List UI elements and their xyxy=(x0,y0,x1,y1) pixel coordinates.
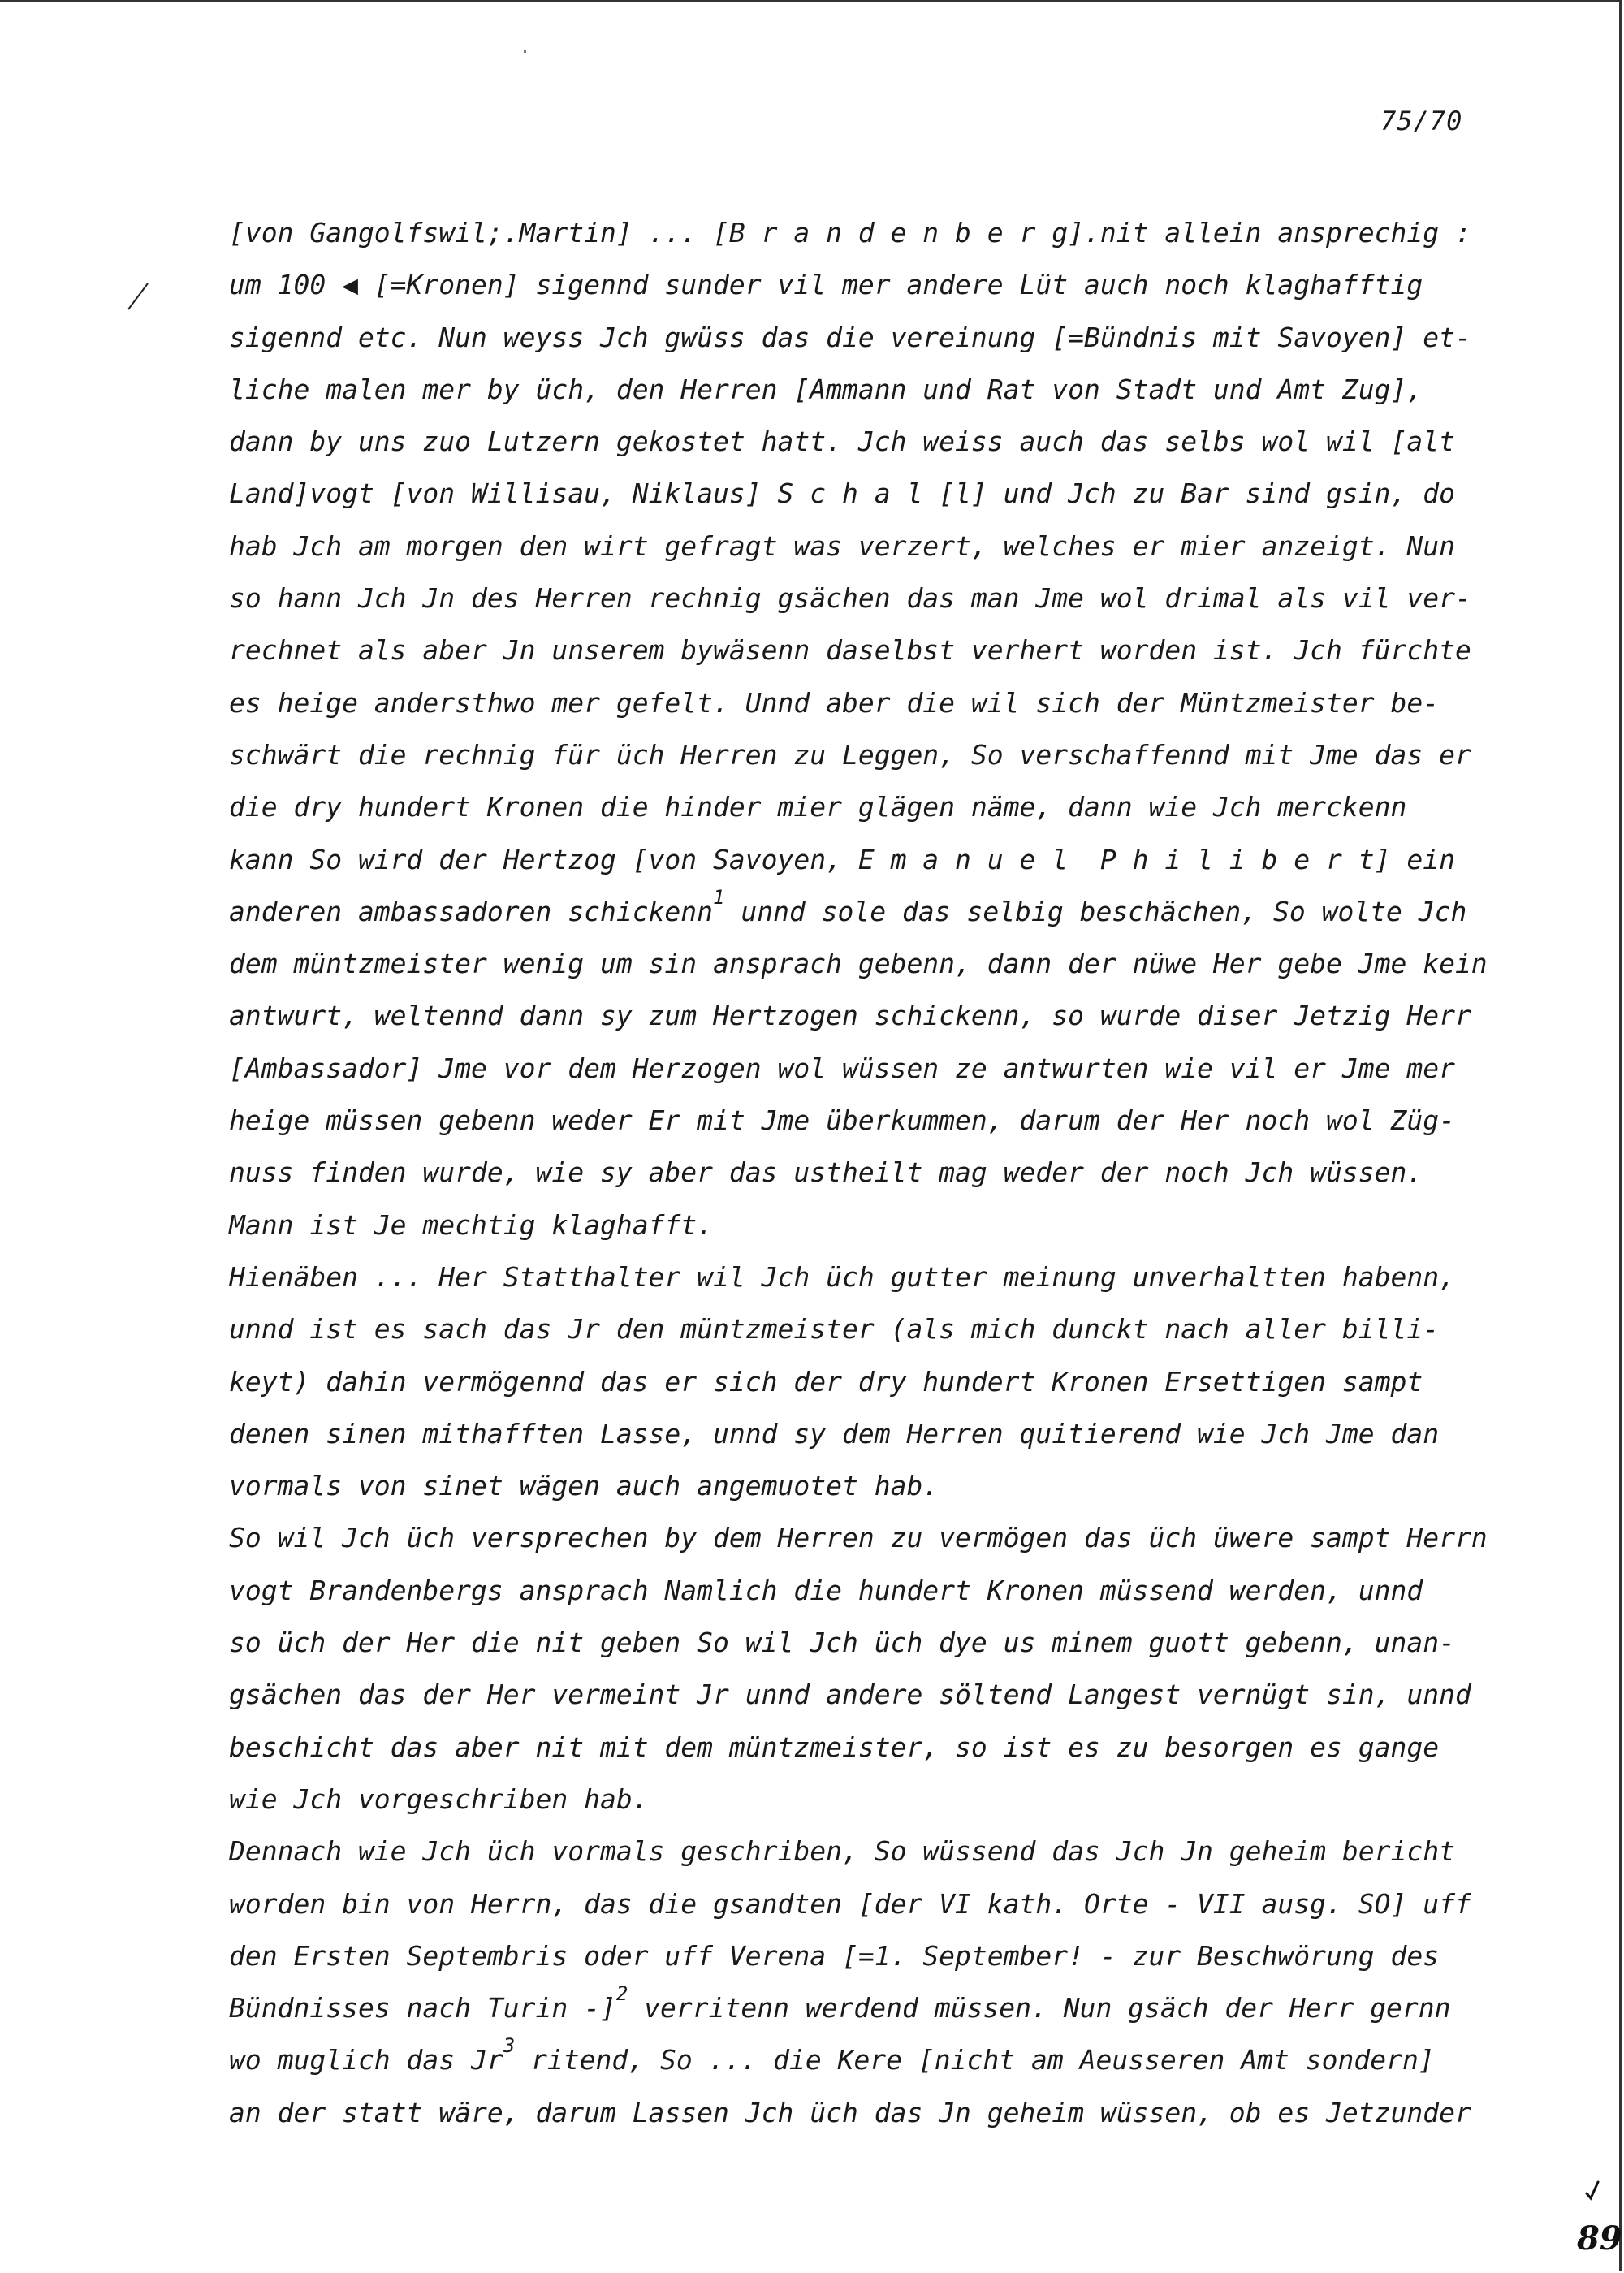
footnote-marker: 3 xyxy=(503,2034,516,2058)
text-line xyxy=(229,1617,1512,1669)
text-line-content: vogt Brandenbergs ansprach Namlich die hundert Kronen müssend werden, unnd xyxy=(229,1574,1423,1606)
text-line-content: den Ersten Septembris oder uff Verena [=1. September! - zur Beschwörung des xyxy=(229,1939,1440,1972)
text-line-content: hab Jch am morgen den wirt gefragt was verzert, welches er mier anzeigt. Nun xyxy=(229,529,1455,562)
text-line-content: Bündnisses nach Turin -] xyxy=(229,1992,616,2025)
text-line xyxy=(229,1826,1512,1878)
text-line xyxy=(229,1982,1512,2034)
text-line-content: beschicht das aber nit mit dem müntzmeister, so ist es zu besorgen es gange xyxy=(229,1731,1440,1763)
margin-slash-mark xyxy=(123,280,153,313)
text-line xyxy=(229,1460,1512,1512)
text-line-content: wo muglich das Jr xyxy=(229,2044,503,2076)
text-line-content: gsächen das der Her vermeint Jr unnd andere söltend Langest vernügt sin, unnd xyxy=(229,1679,1471,1711)
text-line xyxy=(229,834,1512,886)
folio-mark: 89 xyxy=(1577,2219,1622,2258)
text-line-content: anderen ambassadoren schickenn xyxy=(229,895,714,927)
text-line-content: dann by uns zuo Lutzern gekostet hatt. Jch weiss auch das selbs wol wil [alt xyxy=(229,426,1455,458)
text-line xyxy=(229,1303,1512,1355)
text-line-content: liche malen mer by üch, den Herren [Ammann und Rat von Stadt und Amt Zug], xyxy=(229,373,1423,405)
text-line-content: so hann Jch Jn des Herren rechnig gsächen das man Jme wol drimal als vil ver- xyxy=(229,582,1471,615)
text-line-content: um 100 ◀ [=Kronen] sigennd sunder vil mer andere Lüt auch noch klaghafftig xyxy=(229,269,1423,301)
text-line-content: worden bin von Herrn, das die gsandten [der VI kath. Orte - VII ausg. SO] uff xyxy=(229,1887,1471,1920)
text-line-content: wie Jch vorgeschriben hab. xyxy=(229,1783,649,1815)
footnote-marker: 2 xyxy=(615,1982,628,2006)
letter-transcription xyxy=(229,207,1512,2139)
text-line-content: Mann ist Je mechtig klaghafft. xyxy=(229,1208,714,1241)
text-line xyxy=(229,573,1512,624)
text-line xyxy=(229,2087,1512,2139)
check-icon xyxy=(1583,2179,1601,2202)
text-line-content: die dry hundert Kronen die hinder mier glägen näme, dann wie Jch merckenn xyxy=(229,791,1407,823)
text-line-content: keyt) dahin vermögennd das er sich der dry hundert Kronen Ersettigen sampt xyxy=(229,1365,1423,1398)
text-line xyxy=(229,990,1512,1042)
text-line xyxy=(229,312,1512,364)
text-line xyxy=(229,416,1512,468)
text-line xyxy=(229,521,1512,573)
text-line xyxy=(229,1930,1512,1982)
text-line xyxy=(229,1043,1512,1095)
text-line xyxy=(229,1878,1512,1930)
text-line-content: [von Gangolfswil;.Martin] ... [B r a n d e n b e r g].nit allein ansprechig : xyxy=(229,217,1471,248)
text-line xyxy=(229,259,1512,311)
text-line xyxy=(229,1774,1512,1826)
text-line xyxy=(229,677,1512,729)
text-line-content: so üch der Her die nit geben So wil Jch üch dye us minem guott gebenn, unan- xyxy=(229,1627,1455,1659)
text-line-content: es heige andersthwo mer gefelt. Unnd aber die wil sich der Müntzmeister be- xyxy=(229,686,1440,719)
text-line-content: unnd ist es sach das Jr den müntzmeister (als mich dunckt nach aller billi- xyxy=(229,1313,1440,1346)
text-line xyxy=(229,1199,1512,1251)
text-line-content: Dennach wie Jch üch vormals geschriben, So wüssend das Jch Jn geheim bericht xyxy=(229,1835,1455,1868)
text-line-content: Hienäben ... Her Statthalter wil Jch üch gutter meinung unverhaltten habenn, xyxy=(229,1260,1455,1293)
text-line-continuation: verritenn werdend müssen. Nun gsäch der Herr gernn xyxy=(628,1992,1451,2025)
text-line xyxy=(229,886,1512,938)
text-line xyxy=(229,1147,1512,1199)
text-line-content: nuss finden wurde, wie sy aber das ustheilt mag weder der noch Jch wüssen. xyxy=(229,1156,1423,1189)
text-line-content: sigennd etc. Nun weyss Jch gwüss das die vereinung [=Bündnis mit Savoyen] et- xyxy=(229,321,1471,353)
text-line xyxy=(229,938,1512,990)
text-line xyxy=(229,1722,1512,1774)
text-line xyxy=(229,1095,1512,1147)
text-line xyxy=(229,1669,1512,1721)
text-line-content: antwurt, weltennd dann sy zum Hertzogen schickenn, so wurde diser Jetzig Herr xyxy=(229,1000,1471,1032)
text-line xyxy=(229,1356,1512,1408)
text-line xyxy=(229,207,1512,259)
text-line-continuation: ritend, So ... die Kere [nicht am Aeusseren Amt sondern] xyxy=(515,2044,1435,2076)
text-line-content: rechnet als aber Jn unserem bywäsenn daselbst verhert worden ist. Jch fürchte xyxy=(229,634,1471,667)
text-line xyxy=(229,729,1512,781)
page-number: 75/70 xyxy=(1380,106,1463,136)
text-line-content: So wil Jch üch versprechen by dem Herren zu vermögen das üch üwere sampt Herrn xyxy=(229,1522,1488,1554)
text-line-content: schwärt die rechnig für üch Herren zu Leggen, So verschaffennd mit Jme das er xyxy=(229,738,1471,771)
text-line xyxy=(229,624,1512,676)
text-line xyxy=(229,1512,1512,1564)
text-line-content: Land]vogt [von Willisau, Niklaus] S c h a l [l] und Jch zu Bar sind gsin, do xyxy=(229,478,1455,510)
text-line-content: vormals von sinet wägen auch angemuotet hab. xyxy=(229,1470,939,1502)
text-line-content: kann So wird der Hertzog [von Savoyen, E m a n u e l P h i l i b e r t] ein xyxy=(229,843,1455,875)
text-line-continuation: unnd sole das selbig beschächen, So wolte Jch xyxy=(724,895,1467,927)
scan-speck xyxy=(524,50,526,53)
text-line-content: denen sinen mithafften Lasse, unnd sy dem Herren quitierend wie Jch Jme dan xyxy=(229,1417,1440,1450)
text-line xyxy=(229,468,1512,520)
text-line-content: dem müntzmeister wenig um sin ansprach gebenn, dann der nüwe Her gebe Jme kein xyxy=(229,948,1488,980)
text-line-content: heige müssen gebenn weder Er mit Jme überkummen, darum der Her noch wol Züg- xyxy=(229,1104,1455,1137)
text-line xyxy=(229,364,1512,416)
text-line-content: [Ambassador] Jme vor dem Herzogen wol wüssen ze antwurten wie vil er Jme mer xyxy=(229,1052,1455,1084)
text-line-content: an der statt wäre, darum Lassen Jch üch das Jn geheim wüssen, ob es Jetzunder xyxy=(229,2096,1471,2128)
text-line xyxy=(229,1565,1512,1617)
footnote-marker: 1 xyxy=(713,885,725,909)
text-line xyxy=(229,2034,1512,2086)
text-line xyxy=(229,1251,1512,1303)
text-line xyxy=(229,1408,1512,1460)
text-line xyxy=(229,781,1512,833)
